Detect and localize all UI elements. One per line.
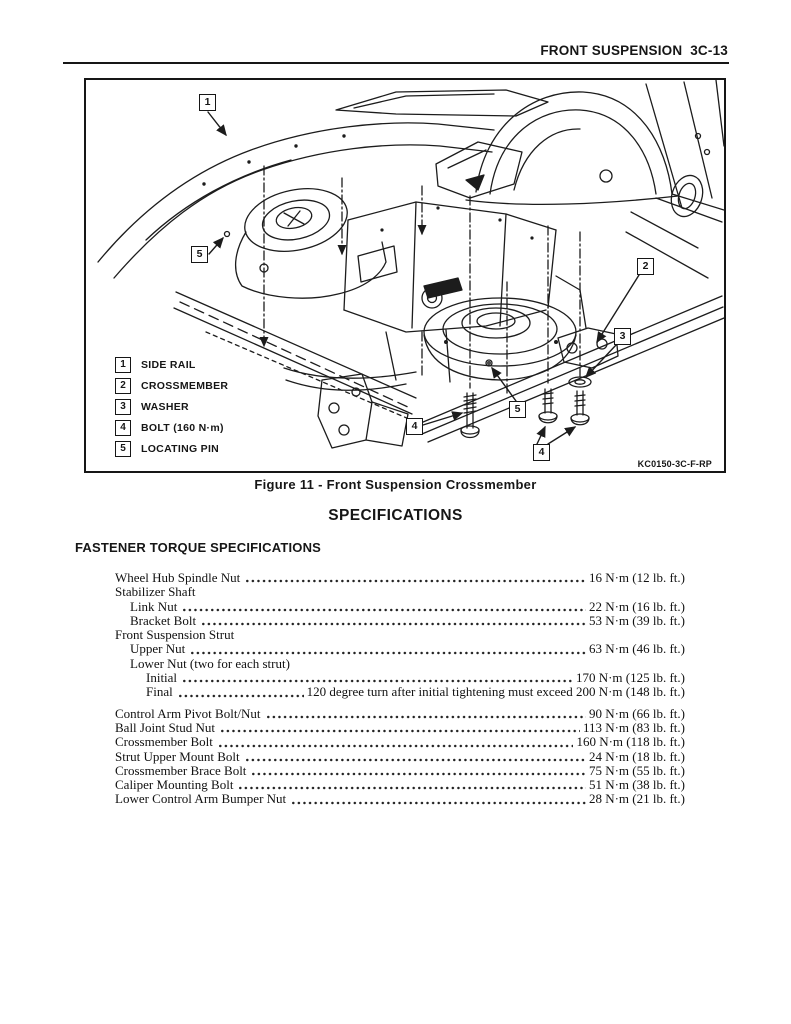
spec-torque-value: 28 N·m (21 lb. ft.) [588, 791, 685, 807]
legend-label: BOLT (160 N·m) [141, 422, 224, 434]
callout-bolt-right: 4 [533, 444, 550, 461]
figure-caption: Figure 11 - Front Suspension Crossmember [254, 477, 537, 492]
legend-key-box: 2 [115, 378, 131, 394]
dot-leader [179, 694, 304, 698]
spec-item-label: Upper Nut [130, 641, 186, 657]
torque-spec-list [115, 571, 685, 807]
legend-key-box: 1 [115, 357, 131, 373]
dot-leader [202, 622, 586, 626]
spec-torque-value: 90 N·m (66 lb. ft.) [588, 705, 685, 721]
legend-key-box: 3 [115, 399, 131, 415]
spec-item-label: Ball Joint Stud Nut [115, 719, 216, 735]
dot-leader [239, 786, 586, 790]
spec-torque-value: 75 N·m (55 lb. ft.) [588, 762, 685, 778]
torque-spec-row [115, 628, 685, 642]
legend-label: LOCATING PIN [141, 443, 220, 455]
dot-leader [219, 744, 574, 748]
figure-11-diagram [84, 78, 726, 473]
spec-item-label: Final [146, 684, 173, 700]
legend-row [115, 378, 228, 394]
legend-row [115, 420, 228, 436]
spec-item-label: Stabilizer Shaft [115, 584, 196, 600]
spec-item-label: Link Nut [130, 598, 178, 614]
torque-spec-row [115, 792, 685, 806]
spec-torque-value: 160 N·m (118 lb. ft.) [576, 734, 685, 750]
dot-leader [221, 729, 580, 733]
torque-spec-row [115, 707, 685, 721]
torque-spec-row [115, 614, 685, 628]
callout-locating-pin-left: 5 [191, 246, 208, 263]
spec-torque-value: 63 N·m (46 lb. ft.) [588, 641, 685, 657]
spec-item-label: Strut Upper Mount Bolt [115, 748, 240, 764]
legend-row [115, 399, 228, 415]
callout-side-rail: 1 [199, 94, 216, 111]
page-header-title: FRONT SUSPENSION 3C-13 [540, 43, 728, 58]
torque-spec-row [115, 657, 685, 671]
torque-spec-row [115, 585, 685, 599]
torque-spec-row [115, 600, 685, 614]
spec-torque-value: 120 degree turn after initial tightening must exceed 200 N·m (148 lb. ft.) [306, 684, 685, 700]
dot-leader [252, 772, 586, 776]
legend-label: CROSSMEMBER [141, 380, 229, 392]
torque-spec-row [115, 671, 685, 685]
callout-bolt-left: 4 [406, 418, 423, 435]
torque-spec-row [115, 735, 685, 749]
dot-leader [246, 758, 586, 762]
dot-leader [183, 679, 573, 683]
torque-spec-row [115, 750, 685, 764]
spec-item-label: Caliper Mounting Bolt [115, 777, 234, 793]
callout-washer: 3 [614, 328, 631, 345]
legend-key-box: 4 [115, 420, 131, 436]
spec-item-label: Crossmember Brace Bolt [115, 762, 247, 778]
callout-locating-pin-center: 5 [509, 401, 526, 418]
spec-item-label: Crossmember Bolt [115, 734, 213, 750]
header-rule [63, 62, 729, 64]
figure-legend [115, 357, 228, 462]
dot-leader [292, 801, 586, 805]
specifications-heading: SPECIFICATIONS [328, 507, 463, 524]
spec-item-label: Bracket Bolt [130, 612, 197, 628]
dot-leader [267, 715, 586, 719]
spec-torque-value: 22 N·m (16 lb. ft.) [588, 598, 685, 614]
legend-key-box: 5 [115, 441, 131, 457]
torque-spec-row [115, 764, 685, 778]
spec-item-label: Front Suspension Strut [115, 627, 235, 643]
spec-torque-value: 113 N·m (83 lb. ft.) [582, 719, 685, 735]
spec-torque-value: 53 N·m (39 lb. ft.) [588, 612, 685, 628]
torque-spec-row [115, 685, 685, 699]
dot-leader [246, 579, 586, 583]
spec-torque-value: 16 N·m (12 lb. ft.) [588, 570, 685, 585]
torque-spec-row [115, 721, 685, 735]
fastener-torque-heading: FASTENER TORQUE SPECIFICATIONS [75, 540, 322, 555]
torque-spec-row [115, 642, 685, 656]
spec-torque-value: 24 N·m (18 lb. ft.) [588, 748, 685, 764]
dot-leader [191, 651, 586, 655]
spec-item-label: Lower Nut (two for each strut) [130, 655, 290, 671]
torque-spec-row [115, 571, 685, 585]
figure-drawing-code: KC0150-3C-F-RP [637, 459, 712, 469]
legend-label: SIDE RAIL [141, 359, 196, 371]
spec-torque-value: 51 N·m (38 lb. ft.) [588, 777, 685, 793]
legend-row [115, 441, 228, 457]
spec-item-label: Control Arm Pivot Bolt/Nut [115, 705, 261, 721]
spec-torque-value: 170 N·m (125 lb. ft.) [575, 670, 685, 686]
dot-leader [183, 608, 586, 612]
torque-spec-row [115, 778, 685, 792]
callout-crossmember: 2 [637, 258, 654, 275]
spec-item-label: Wheel Hub Spindle Nut [115, 570, 241, 585]
legend-row [115, 357, 228, 373]
spec-item-label: Initial [146, 670, 178, 686]
legend-label: WASHER [141, 401, 189, 413]
spec-item-label: Lower Control Arm Bumper Nut [115, 791, 287, 807]
